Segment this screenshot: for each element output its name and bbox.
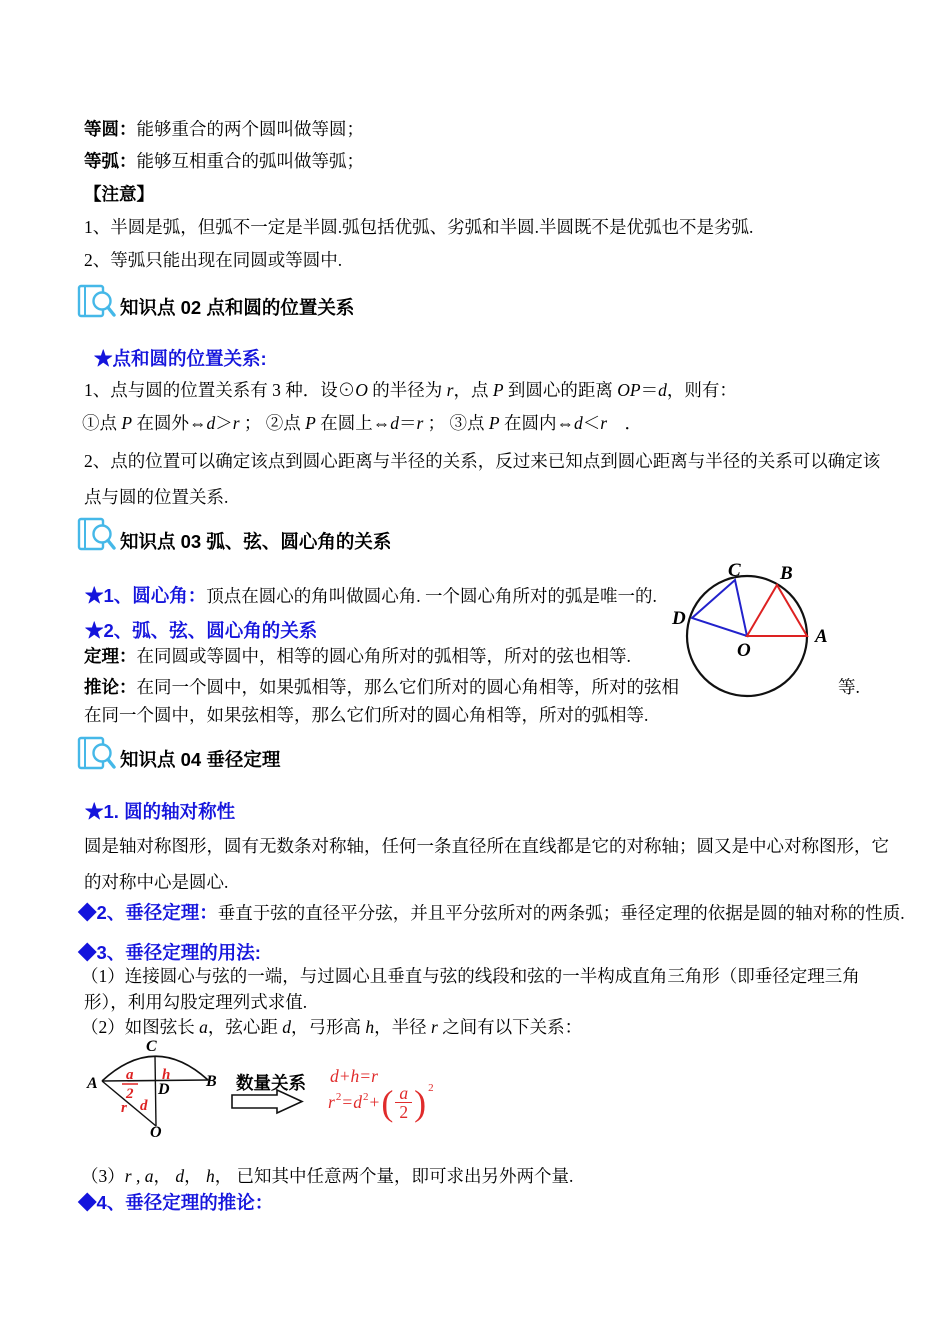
fraction-denominator: 2 <box>395 1102 412 1121</box>
term-denghu: 等弧： <box>84 151 137 171</box>
kp03-item1-term: ★1、圆心角： <box>85 585 207 606</box>
paragraph-dengyuan <box>84 119 364 141</box>
def-denghu: 能够互相重合的弧叫做等弧； <box>136 151 364 171</box>
kp04-corollary-title: ◆4、垂径定理的推论： <box>78 1192 274 1213</box>
text-run: ＞ <box>215 413 233 433</box>
text-run: , <box>131 1166 145 1186</box>
kp03-corollary-line2: 在同一个圆中，如果弦相等，那么它们所对的圆心角相等，所对的弧相等. <box>84 705 649 725</box>
math-var: P <box>121 413 133 433</box>
math-var: d <box>658 380 667 400</box>
math-var: a <box>144 1166 154 1186</box>
chord-label-d: d <box>140 1098 148 1114</box>
equals-sign: = <box>342 1091 353 1112</box>
kp03-item1 <box>85 584 657 608</box>
kp03-theorem <box>84 646 631 668</box>
text-run: ． <box>607 413 643 433</box>
kp03-heading: 知识点 03 弧、弦、圆心角的关系 <box>120 531 392 552</box>
kp04-sym-line1: 圆是轴对称图形，圆有无数条对称轴，任何一条直径所在直线都是它的对称轴；圆又是中心对称图形，它 <box>84 836 889 856</box>
chord-label-C: C <box>146 1038 157 1055</box>
superscript: 2 <box>428 1082 434 1094</box>
math-var: r <box>328 1091 335 1112</box>
math-var: d <box>175 1166 185 1186</box>
kp04-usage1-line1: （1）连接圆心与弦的一端，与过圆心且垂直与弦的线段和弦的一半构成直角三角形（即垂径定理三角 <box>81 966 860 986</box>
text-run: ＜ <box>582 413 601 433</box>
circle-label-C: C <box>728 560 741 581</box>
corollary-wrapped-text: 等. <box>838 677 860 697</box>
left-paren: ( <box>381 1082 394 1123</box>
chord-label-h: h <box>162 1067 171 1083</box>
kp04-sym-title: ★1. 圆的轴对称性 <box>85 801 236 822</box>
math-var: h <box>205 1166 215 1186</box>
text-run: 1、点与圆的位置关系有 3 种．设⊙ <box>84 380 356 400</box>
kp04-usage2 <box>81 1017 582 1039</box>
kp04-theorem-text: 垂直于弦的直径平分弦，并且平分弦所对的两条弧；垂径定理的依据是圆的轴对称的性质. <box>217 903 905 923</box>
kp04-usage3 <box>81 1166 573 1188</box>
kp03-corollary-line1 <box>84 677 679 699</box>
text-run: ， <box>184 1166 206 1186</box>
def-dengyuan: 能够重合的两个圆叫做等圆； <box>136 119 364 139</box>
kp02-paragraph-3-line2: 点与圆的位置关系. <box>84 487 229 507</box>
chord-label-A: A <box>87 1075 98 1092</box>
note-line-1: 1、半圆是弧，但弧不一定是半圆.弧包括优弧、劣弧和半圆.半圆既不是优弧也不是劣弧. <box>84 217 754 237</box>
right-paren: ) <box>414 1082 427 1123</box>
text-run: 到圆心的距离 <box>503 380 618 400</box>
note-title: 【注意】 <box>84 184 154 204</box>
kp02-paragraph-3-line1: 2、点的位置可以确定该点到圆心距离与半径的关系，反过来已知点到圆心距离与半径的关系可以确定该 <box>84 451 881 471</box>
circle-label-B: B <box>780 563 793 584</box>
kp02-paragraph-1 <box>84 380 737 402</box>
math-var: r <box>416 413 424 433</box>
text-run: ，弓形高 <box>291 1017 366 1037</box>
corollary-term: 推论： <box>84 677 137 697</box>
kp04-theorem-term: ◆2、垂径定理： <box>78 902 218 923</box>
circle-label-O: O <box>737 640 751 661</box>
text-run: 在圆外⇔ <box>132 413 207 433</box>
quantity-relation-label: 数量关系 <box>236 1073 306 1093</box>
kp02-paragraph-2 <box>82 413 642 435</box>
kp04-sym-line2: 的对称中心是圆心. <box>84 872 229 892</box>
math-var: d <box>390 413 399 433</box>
central-angle-circle-diagram <box>660 550 845 710</box>
math-var: r <box>446 380 454 400</box>
math-var: d <box>282 1017 291 1037</box>
text-run: ， <box>153 1166 176 1186</box>
term-dengyuan: 等圆： <box>84 119 137 139</box>
kp02-heading: 知识点 02 点和圆的位置关系 <box>120 297 355 318</box>
kp04-heading: 知识点 04 垂径定理 <box>120 749 281 770</box>
chord-label-O: O <box>150 1124 162 1141</box>
math-var: d <box>573 413 583 433</box>
text-run: ＝ <box>640 380 659 400</box>
formula-pythagorean <box>328 1084 434 1122</box>
kp02-sub-title: ★点和圆的位置关系: <box>94 348 267 369</box>
text-run: 之间有以下关系： <box>437 1017 583 1037</box>
fraction-numerator: a <box>399 1083 409 1103</box>
fraction-a-over-2 <box>395 1084 412 1122</box>
kp03-item2-title: ★2、弧、弦、圆心角的关系 <box>85 620 318 641</box>
text-run: 在圆内⇔ <box>499 413 574 433</box>
kp04-usage1-line2: 形），利用勾股定理列式求值. <box>84 992 308 1012</box>
chord-label-a: a <box>126 1067 134 1083</box>
corollary-text1: 在同一个圆中，如果弧相等，那么它们所对的圆心角相等，所对的弦相 <box>136 677 679 697</box>
plus-sign: + <box>369 1091 380 1112</box>
text-run: ； ③点 <box>423 413 489 433</box>
math-var: a <box>199 1017 208 1037</box>
kp04-usage-title: ◆3、垂径定理的用法: <box>78 942 261 963</box>
math-var: h <box>365 1017 375 1037</box>
book-magnifier-icon <box>77 284 117 321</box>
chord-label-r: r <box>121 1100 127 1116</box>
math-var: r <box>232 413 240 433</box>
math-var: d <box>353 1091 362 1112</box>
circle-label-D: D <box>672 608 686 629</box>
circle-label-A: A <box>815 626 828 647</box>
math-var: r <box>124 1166 132 1186</box>
math-var: O <box>355 380 368 400</box>
chord-label-D: D <box>158 1081 170 1098</box>
text-run: ＝ <box>398 413 417 433</box>
superscript: 2 <box>362 1091 369 1103</box>
theorem-text: 在同圆或等圆中，相等的圆心角所对的弧相等，所对的弦也相等. <box>136 646 631 666</box>
text-run: ； ②点 <box>239 413 306 433</box>
theorem-term: 定理： <box>84 646 137 666</box>
book-magnifier-icon <box>77 517 117 554</box>
math-var: P <box>492 380 504 400</box>
chord-label-2: 2 <box>126 1086 134 1102</box>
paragraph-denghu <box>84 151 364 173</box>
block-arrow-icon <box>230 1086 310 1121</box>
text-run: 在圆上⇔ <box>315 413 391 433</box>
text-run: ，则有： <box>666 380 737 400</box>
text-run: 的半径为 <box>367 380 447 400</box>
math-var: OP <box>617 380 641 400</box>
kp03-item1-text: 顶点在圆心的角叫做圆心角. 一个圆心角所对的弧是唯一的. <box>206 586 657 606</box>
math-var: r <box>600 413 608 433</box>
text-run: ，点 <box>453 380 493 400</box>
note-line-2: 2、等弧只能出现在同圆或等圆中. <box>84 250 343 270</box>
book-magnifier-icon <box>77 736 117 773</box>
text-run: ，弦心距 <box>207 1017 283 1037</box>
math-var: r <box>431 1017 438 1037</box>
formula-text: d+h=r <box>330 1066 378 1086</box>
text-run: （2）如图弦长 <box>81 1017 200 1037</box>
math-var: P <box>305 413 316 433</box>
math-var: P <box>488 413 500 433</box>
chord-sagitta-diagram <box>85 1038 235 1143</box>
text-run: ，半径 <box>374 1017 431 1037</box>
kp04-theorem <box>78 901 905 925</box>
math-var: d <box>206 413 216 433</box>
text-run: ， 已知其中任意两个量，即可求出另外两个量. <box>214 1166 574 1186</box>
text-run: ①点 <box>82 413 122 433</box>
superscript: 2 <box>335 1091 342 1103</box>
chord-label-B: B <box>206 1073 217 1090</box>
text-run: （3） <box>81 1166 125 1186</box>
